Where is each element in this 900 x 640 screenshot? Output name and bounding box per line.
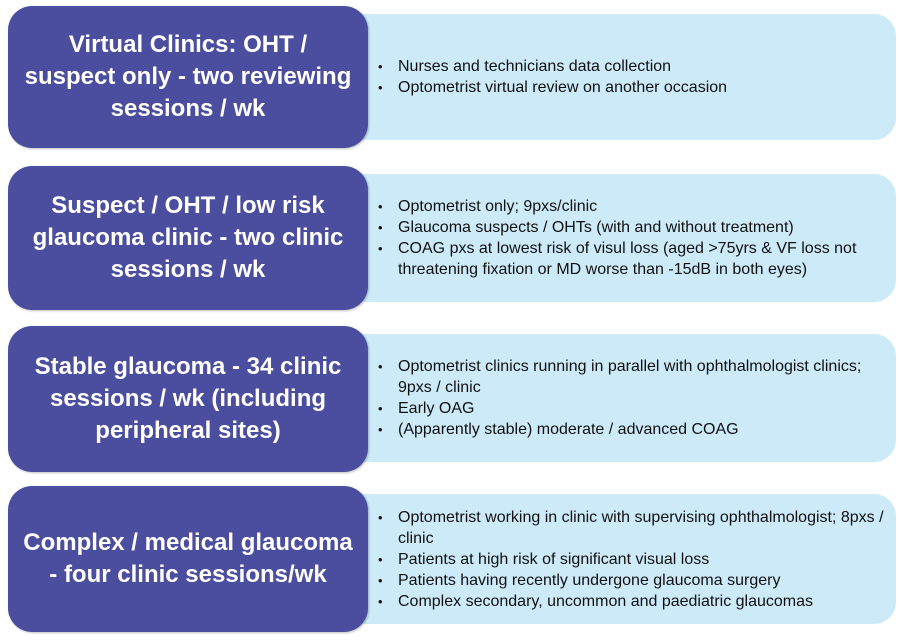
detail-bullet: • COAG pxs at lowest risk of visul loss (aged >75yrs & VF loss not threatening fixation or MD worse than -15dB in both eyes) [378,238,886,280]
detail-bullet: • Optometrist working in clinic with supervising ophthalmologist; 8pxs / clinic [378,507,886,549]
detail-bullet: • Early OAG [378,398,886,419]
clinic-details-list [378,196,886,280]
clinic-details-list [378,56,886,98]
detail-bullet: • Nurses and technicians data collection [378,56,886,77]
clinic-type-label: Stable glaucoma - 34 clinic sessions / wk (including peripheral sites) [8,326,368,472]
detail-bullet: • Complex secondary, uncommon and paediatric glaucomas [378,591,886,612]
detail-bullet: • Patients at high risk of significant visual loss [378,549,886,570]
clinic-details-panel [340,334,896,462]
clinic-type-label: Suspect / OHT / low risk glaucoma clinic - two clinic sessions / wk [8,166,368,310]
clinic-details-list [378,356,886,440]
detail-bullet: • Optometrist clinics running in parallel with ophthalmologist clinics; 9pxs / clinic [378,356,886,398]
clinic-type-label: Complex / medical glaucoma - four clinic sessions/wk [8,486,368,632]
clinic-type-label: Virtual Clinics: OHT / suspect only - two reviewing sessions / wk [8,6,368,148]
detail-bullet: • Patients having recently undergone glaucoma surgery [378,570,886,591]
clinic-details-panel [340,494,896,624]
detail-bullet: • Optometrist only; 9pxs/clinic [378,196,886,217]
detail-bullet: • Optometrist virtual review on another occasion [378,77,886,98]
clinic-details-panel [340,14,896,140]
detail-bullet: • Glaucoma suspects / OHTs (with and without treatment) [378,217,886,238]
detail-bullet: • (Apparently stable) moderate / advanced COAG [378,419,886,440]
clinic-details-panel [340,174,896,302]
clinic-details-list [378,507,886,612]
